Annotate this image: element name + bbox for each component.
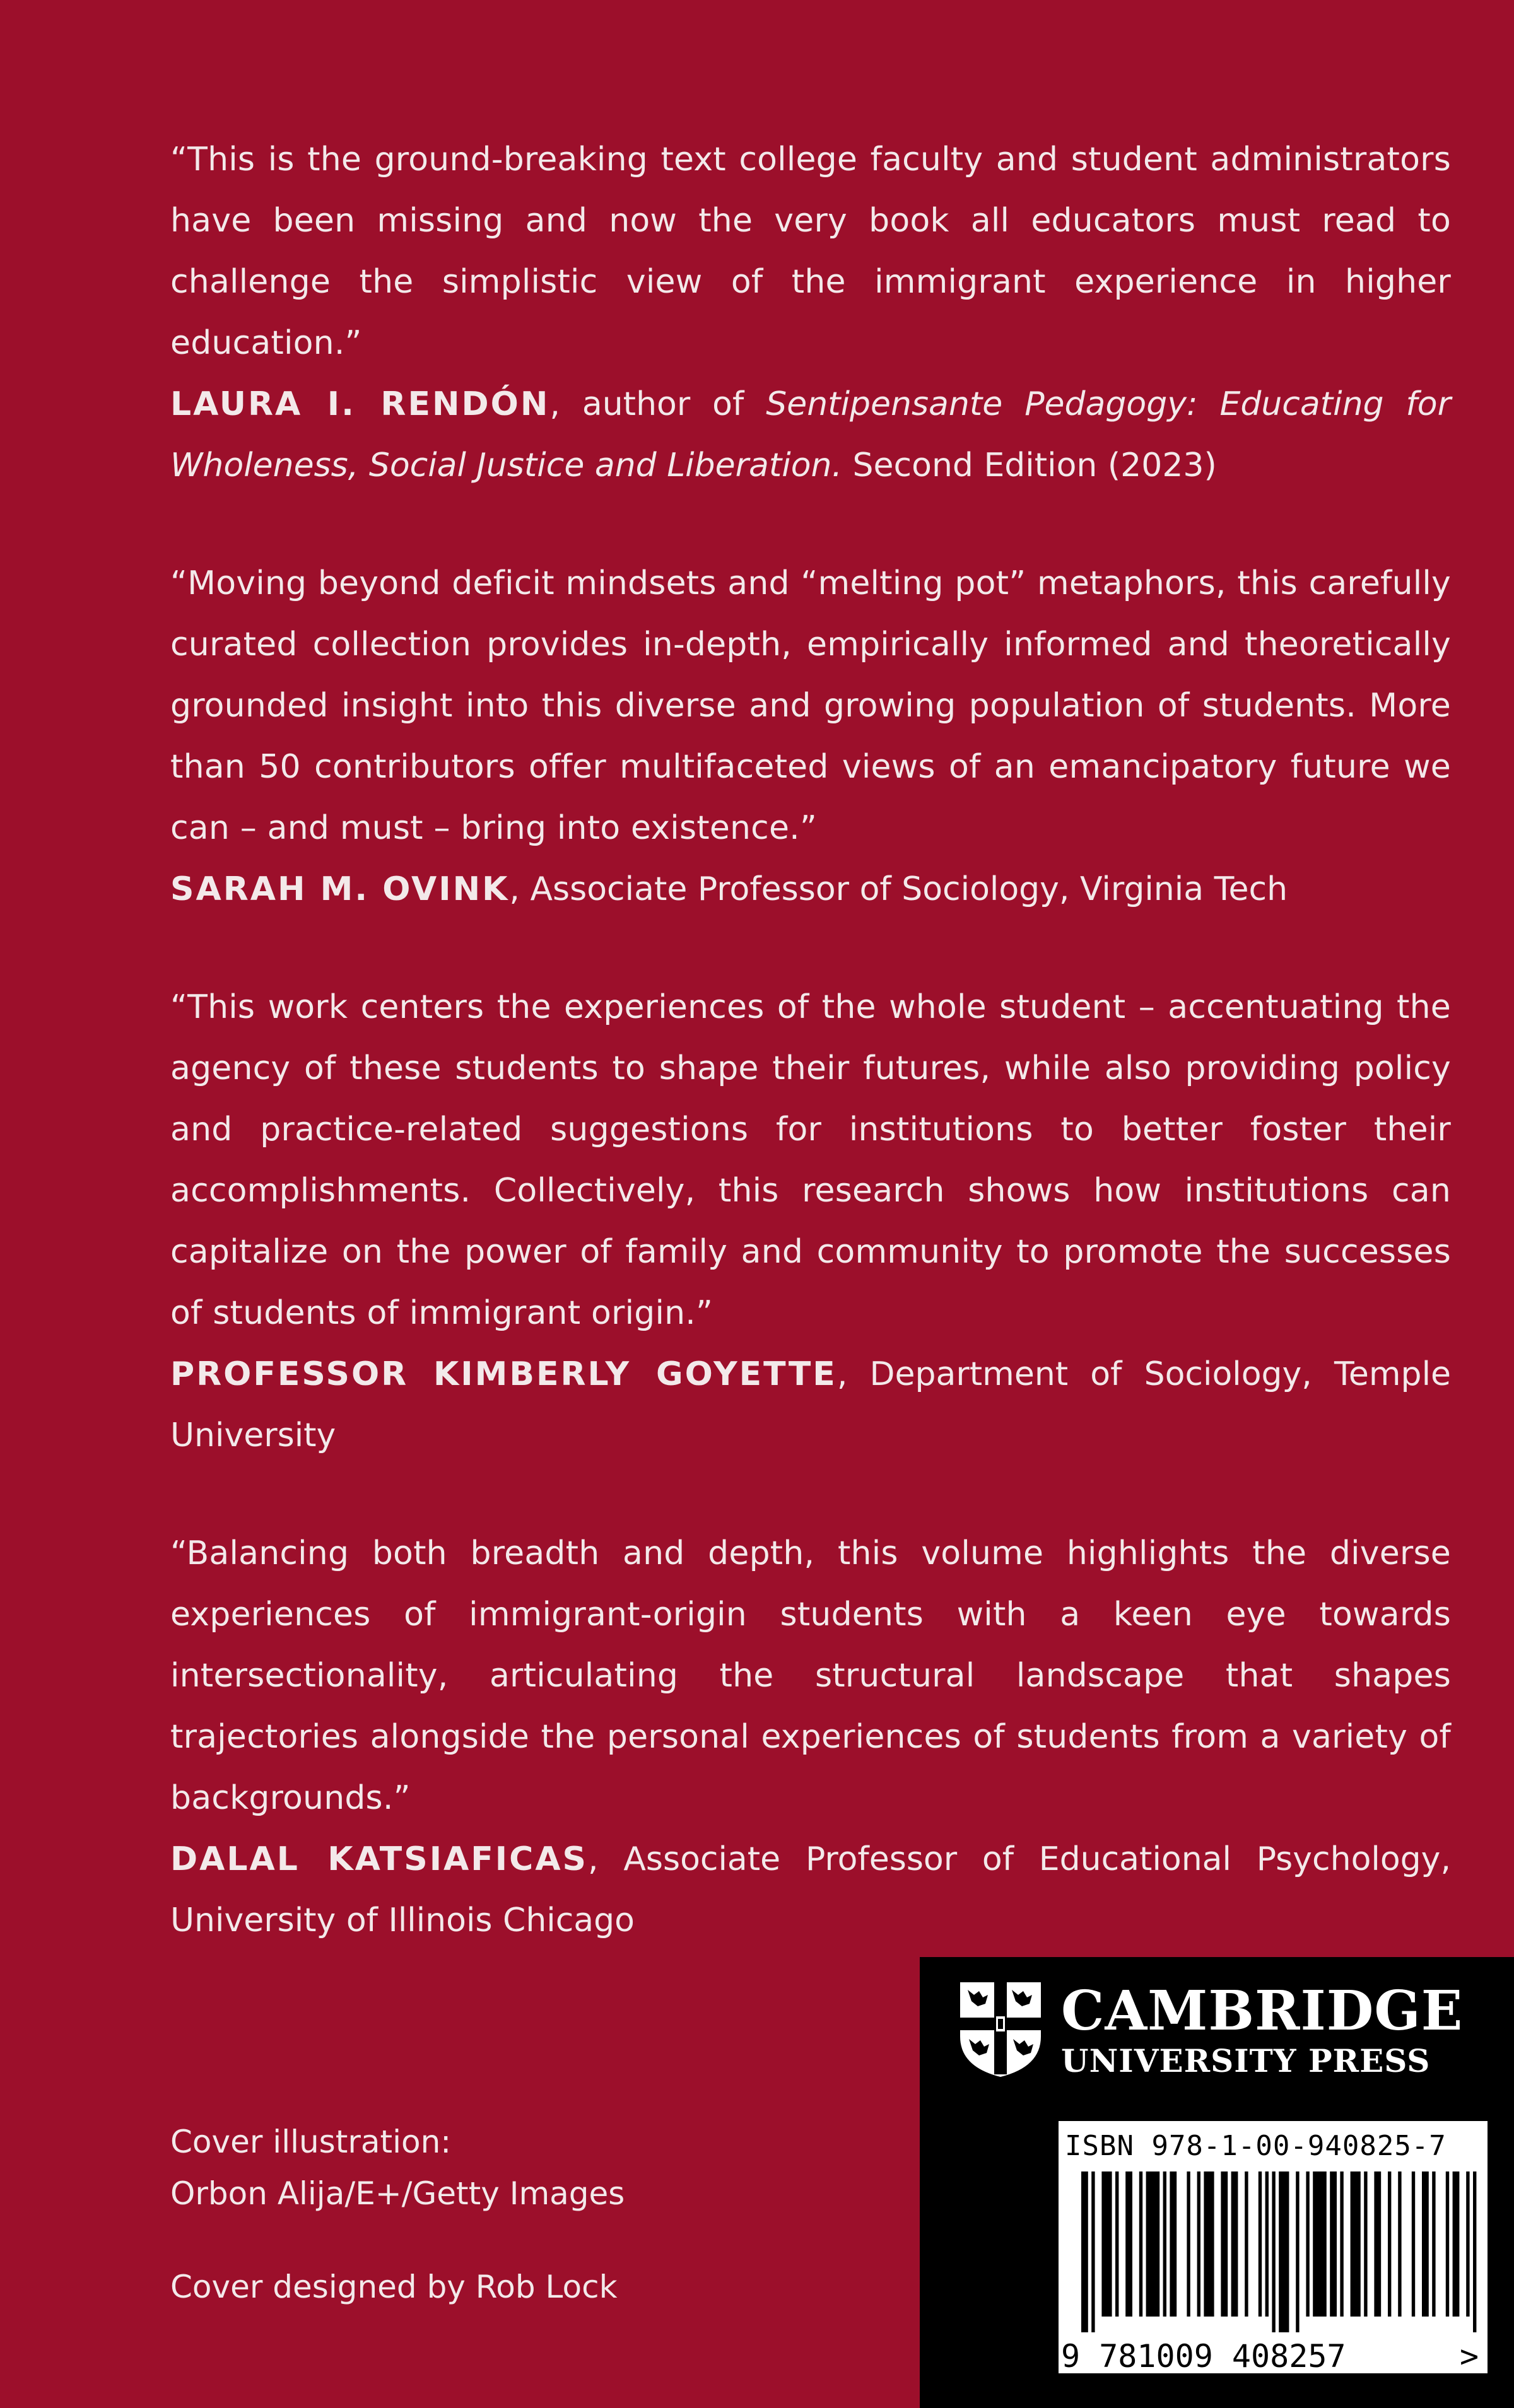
blurb-rendon	[170, 129, 1451, 496]
endorser-name: SARAH M. OVINK	[170, 870, 510, 908]
endorser-name: DALAL KATSIAFICAS	[170, 1840, 589, 1878]
blurbs-section	[170, 129, 1451, 2008]
blurb-attribution	[170, 859, 1451, 920]
blurb-attribution	[170, 1344, 1451, 1466]
blurb-goyette	[170, 977, 1451, 1466]
publisher-name-line1: CAMBRIDGE	[1061, 1979, 1464, 2043]
blurb-attribution	[170, 1829, 1451, 1951]
endorser-role: , Associate Professor of Sociology, Virginia Tech	[509, 870, 1288, 908]
barcode-bars-icon	[1081, 2171, 1476, 2332]
endorser-role: , author of	[549, 385, 766, 423]
cover-credits	[170, 2116, 625, 2313]
barcode-panel	[1059, 2121, 1488, 2373]
blurb-attribution	[170, 374, 1451, 496]
cambridge-crest-icon	[956, 1978, 1045, 2079]
blurb-quote: “Moving beyond deficit mindsets and “melting pot” metaphors, this carefully curated collection provides in-depth, empirically informed and theoretically grounded insight into this diverse and growing population of students. More than 50 contributors offer multifaceted views of an emancipatory future we can – and must – bring into existence.”	[170, 564, 1451, 847]
publisher-name-line2: UNIVERSITY PRESS	[1061, 2042, 1431, 2079]
book-edition: Second Edition (2023)	[842, 447, 1217, 484]
publisher-name	[1061, 1979, 1464, 2082]
barcode-end-marker: >	[1460, 2338, 1479, 2373]
barcode	[1059, 2171, 1488, 2373]
endorser-name: LAURA I. RENDÓN	[170, 385, 550, 423]
illustration-label: Cover illustration:	[170, 2124, 452, 2160]
endorser-role: , Department of Sociology, Temple University	[170, 1355, 1452, 1454]
blurb-quote: “This is the ground-breaking text college faculty and student administrators have been missing and now the very book all educators must read to challenge the simplistic view of the immigrant experience in higher education.”	[170, 141, 1451, 362]
designer-credit: Cover designed by Rob Lock	[170, 2269, 618, 2305]
publisher-box	[920, 1957, 1514, 2408]
book-title: Sentipensante Pedagogy: Educating for Wholeness, Social Justice and Liberation.	[170, 385, 1451, 484]
blurb-quote: “This work centers the experiences of the whole student – accentuating the agency of these students to shape their futures, while also providing policy and practice-related suggestions for institutions to better foster their accomplishments. Collectively, this research shows how institutions can capitalize on the power of family and community to promote the successes of students of immigrant origin.”	[170, 988, 1451, 1332]
endorser-role: , Associate Professor of Educational Psychology, University of Illinois Chicago	[170, 1840, 1451, 1939]
endorser-name: PROFESSOR KIMBERLY GOYETTE	[170, 1355, 837, 1393]
blurb-quote: “Balancing both breadth and depth, this volume highlights the diverse experiences of immigrant-origin students with a keen eye towards intersectionality, articulating the structural landscape that shapes trajectories alongside the personal experiences of students from a variety of backgrounds.”	[170, 1534, 1451, 1817]
illustration-credit: Orbon Alija/E+/Getty Images	[170, 2175, 625, 2212]
barcode-digits: 9 781009 408257	[1061, 2338, 1346, 2373]
blurb-katsiaficas	[170, 1523, 1451, 1951]
blurb-ovink	[170, 553, 1451, 920]
isbn-label: ISBN 978-1-00-940825-7	[1065, 2130, 1447, 2162]
